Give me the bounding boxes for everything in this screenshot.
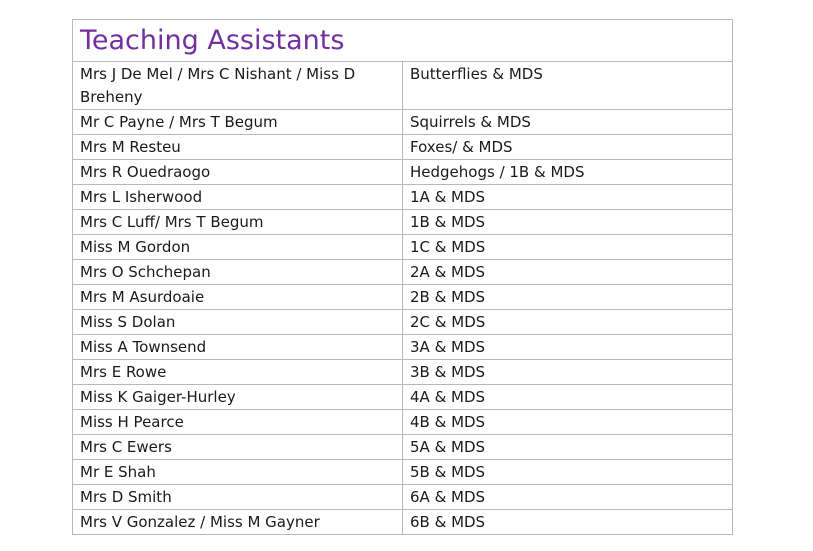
table-row (73, 110, 733, 135)
class-group: 2B & MDS (403, 285, 733, 310)
table-row (73, 62, 733, 110)
table-row (73, 485, 733, 510)
table-row (73, 260, 733, 285)
assistant-name: Miss M Gordon (73, 235, 403, 260)
class-group: 6B & MDS (403, 510, 733, 535)
teaching-assistants-table (72, 19, 733, 535)
assistant-name: Mrs M Asurdoaie (73, 285, 403, 310)
assistant-name: Mrs L Isherwood (73, 185, 403, 210)
assistant-name: Miss K Gaiger-Hurley (73, 385, 403, 410)
table-row (73, 160, 733, 185)
assistant-name: Mr C Payne / Mrs T Begum (73, 110, 403, 135)
table-row (73, 335, 733, 360)
assistant-name: Mrs C Ewers (73, 435, 403, 460)
table-row (73, 310, 733, 335)
class-group: 6A & MDS (403, 485, 733, 510)
table-row (73, 435, 733, 460)
class-group: Butterflies & MDS (403, 62, 733, 110)
class-group: 5B & MDS (403, 460, 733, 485)
class-group: 1B & MDS (403, 210, 733, 235)
class-group: Hedgehogs / 1B & MDS (403, 160, 733, 185)
assistant-name: Mrs D Smith (73, 485, 403, 510)
assistant-name: Miss S Dolan (73, 310, 403, 335)
class-group: 1C & MDS (403, 235, 733, 260)
table-row (73, 285, 733, 310)
class-group: 3B & MDS (403, 360, 733, 385)
table-row (73, 135, 733, 160)
assistant-name: Mrs E Rowe (73, 360, 403, 385)
table-row (73, 210, 733, 235)
assistant-name: Mrs O Schchepan (73, 260, 403, 285)
assistant-name: Miss A Townsend (73, 335, 403, 360)
assistant-name: Miss H Pearce (73, 410, 403, 435)
class-group: 1A & MDS (403, 185, 733, 210)
table-row (73, 235, 733, 260)
assistant-name: Mrs C Luff/ Mrs T Begum (73, 210, 403, 235)
assistant-name: Mrs R Ouedraogo (73, 160, 403, 185)
table-row (73, 360, 733, 385)
table-title-row (73, 20, 733, 62)
class-group: 3A & MDS (403, 335, 733, 360)
class-group: 4A & MDS (403, 385, 733, 410)
class-group: Squirrels & MDS (403, 110, 733, 135)
table-row (73, 410, 733, 435)
assistant-name: Mrs J De Mel / Mrs C Nishant / Miss D Breheny (73, 62, 403, 110)
class-group: Foxes/ & MDS (403, 135, 733, 160)
table-row (73, 460, 733, 485)
table-row (73, 385, 733, 410)
table-row (73, 510, 733, 535)
class-group: 5A & MDS (403, 435, 733, 460)
class-group: 2A & MDS (403, 260, 733, 285)
assistant-name: Mrs M Resteu (73, 135, 403, 160)
table-title: Teaching Assistants (73, 20, 733, 62)
assistant-name: Mrs V Gonzalez / Miss M Gayner (73, 510, 403, 535)
assistant-name: Mr E Shah (73, 460, 403, 485)
table-row (73, 185, 733, 210)
class-group: 4B & MDS (403, 410, 733, 435)
class-group: 2C & MDS (403, 310, 733, 335)
